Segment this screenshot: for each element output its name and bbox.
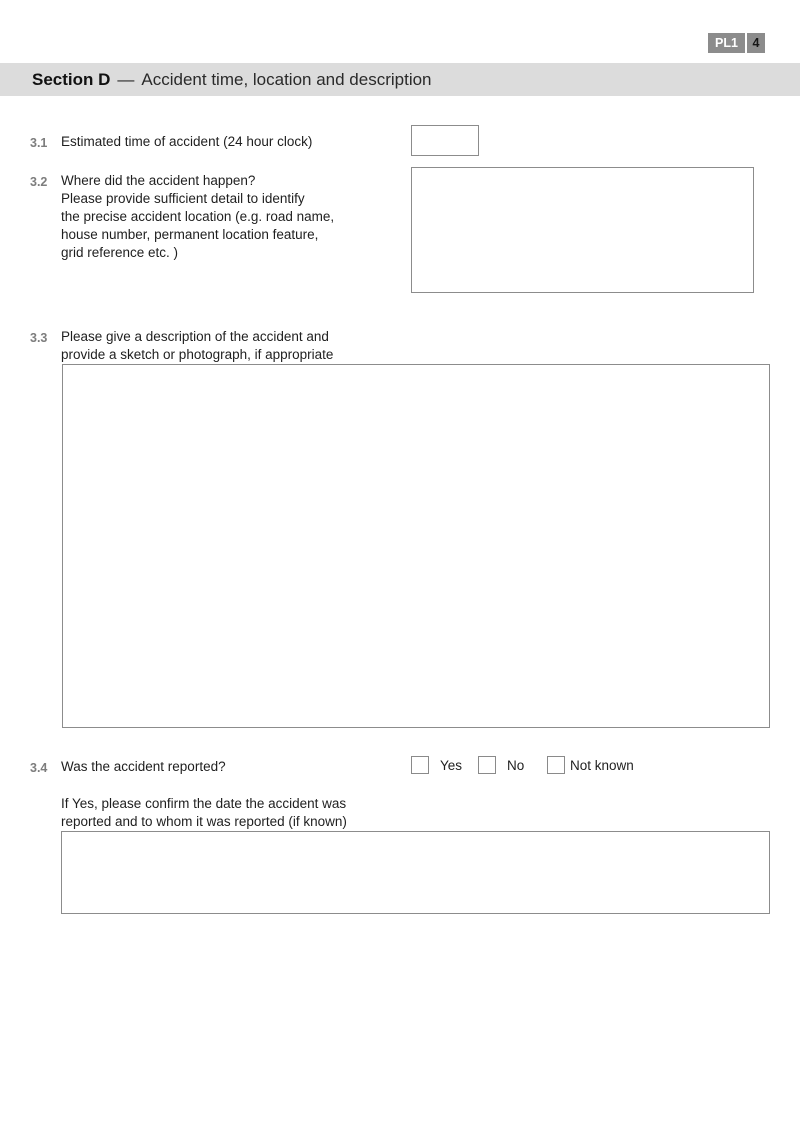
form-code-badges — [708, 33, 765, 53]
reported-checkbox-group — [0, 755, 800, 775]
checkbox-not-known[interactable] — [547, 756, 565, 774]
question-label-line: provide a sketch or photograph, if appropriate — [61, 347, 334, 362]
question-label: Was the accident reported? — [61, 759, 226, 774]
time-of-accident-input[interactable] — [411, 125, 479, 156]
question-label-line: Where did the accident happen? — [61, 173, 256, 188]
question-label: Estimated time of accident (24 hour clock) — [61, 134, 313, 149]
accident-location-textarea[interactable] — [411, 167, 754, 293]
question-label-line: grid reference etc. ) — [61, 245, 179, 260]
checkbox-yes[interactable] — [411, 756, 429, 774]
reported-details-textarea[interactable] — [61, 831, 770, 914]
checkbox-no[interactable] — [478, 756, 496, 774]
section-title: Accident time, location and description — [141, 70, 432, 89]
question-label-line: Please provide sufficient detail to identify — [61, 191, 305, 206]
question-3-1 — [30, 133, 312, 152]
section-separator: — — [117, 70, 135, 89]
question-number: 3.4 — [30, 761, 48, 775]
question-3-3 — [30, 328, 333, 364]
question-label-line: house number, permanent location feature, — [61, 227, 319, 242]
checkbox-no-label: No — [507, 758, 525, 773]
checkbox-not-known-label: Not known — [570, 758, 634, 773]
question-label-line: Please give a description of the accident and — [61, 329, 329, 344]
accident-description-textarea[interactable] — [62, 364, 770, 728]
page-number-badge: 4 — [747, 33, 765, 53]
question-3-4-followup — [61, 795, 347, 831]
form-code-badge: PL1 — [708, 33, 745, 53]
followup-label-line: reported and to whom it was reported (if known) — [61, 814, 347, 829]
question-number: 3.1 — [30, 136, 48, 150]
section-header — [0, 63, 800, 96]
question-3-2 — [30, 172, 334, 262]
question-number: 3.3 — [30, 331, 48, 345]
question-label-line: the precise accident location (e.g. road name, — [61, 209, 335, 224]
followup-label-line: If Yes, please confirm the date the accident was — [61, 796, 347, 811]
section-label: Section D — [32, 70, 111, 89]
question-number: 3.2 — [30, 175, 48, 189]
checkbox-yes-label: Yes — [440, 758, 463, 773]
